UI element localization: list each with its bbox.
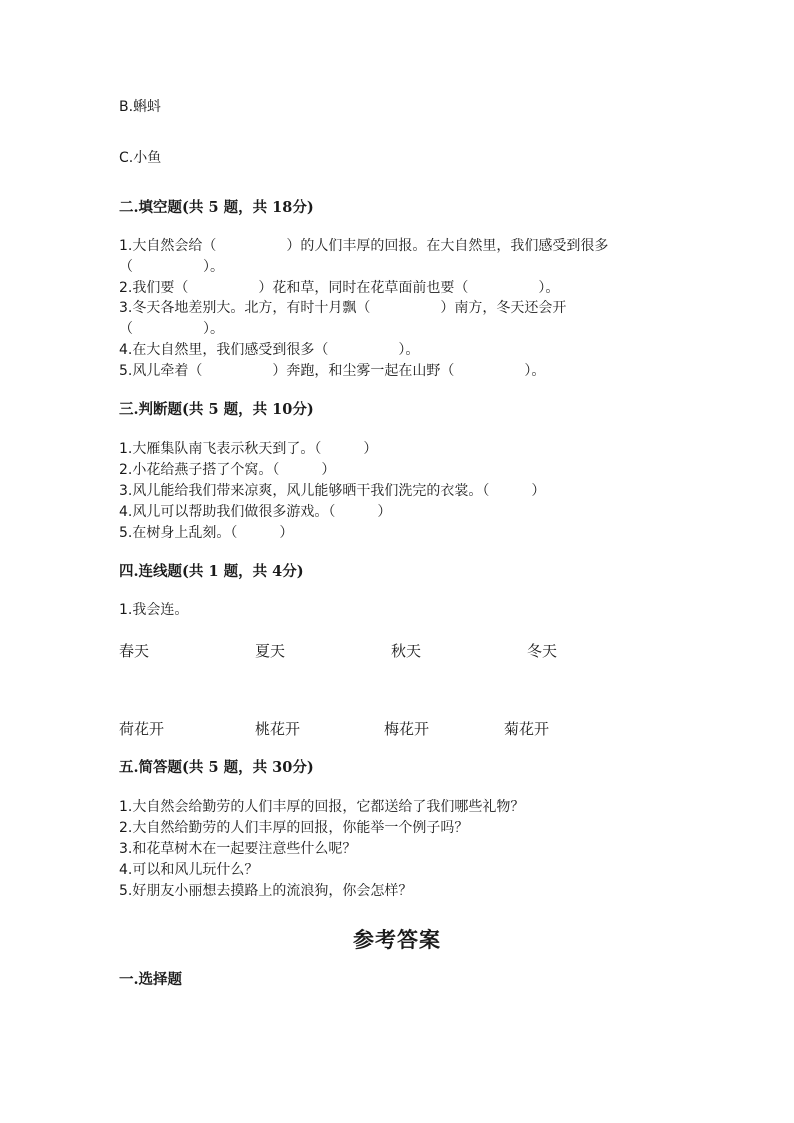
judge-line: 1.大雁集队南飞表示秋天到了。（ ） (119, 441, 378, 457)
short-answer-line: 5.好朋友小丽想去摸路上的流浪狗，你会怎样？ (119, 883, 413, 899)
flower-word: 荷花开 (119, 720, 165, 738)
fill-blank-line: 2.我们要（ ）花和草，同时在花草面前也要（ ）。 (119, 280, 560, 296)
season-word: 夏天 (255, 642, 286, 660)
fill-blank-line: 4.在大自然里，我们感受到很多（ ）。 (119, 342, 420, 358)
flower-word: 菊花开 (504, 720, 550, 738)
fill-blank-line: （ ）。 (119, 259, 224, 275)
season-word: 冬天 (527, 642, 558, 660)
short-answer-line: 2.大自然给勤劳的人们丰厚的回报，你能举一个例子吗？ (119, 820, 469, 836)
fill-blank-line: 5.风儿牵着（ ）奔跑，和尘雾一起在山野（ ）。 (119, 363, 546, 379)
season-word: 秋天 (391, 642, 422, 660)
option-b: B.蝌蚪 (119, 99, 162, 115)
judge-line: 3.风儿能给我们带来凉爽，风儿能够晒干我们洗完的衣裳。（ ） (119, 483, 546, 499)
judge-line: 2.小花给燕子搭了个窝。（ ） (119, 462, 336, 478)
flower-word: 梅花开 (384, 720, 430, 738)
fill-blank-line: 1.大自然会给（ ）的人们丰厚的回报。在大自然里，我们感受到很多 (119, 238, 609, 254)
short-answer-heading: 五.简答题(共 5 题，共 30分) (119, 759, 314, 776)
match-question: 1.我会连。 (119, 602, 189, 618)
answers-section-heading: 一.选择题 (119, 971, 183, 988)
fill-blank-line: 3.冬天各地差别大。北方，有时十月飘（ ）南方，冬天还会开 (119, 300, 567, 316)
fill-blank-line: （ ）。 (119, 321, 224, 337)
fill-blank-heading: 二.填空题(共 5 题，共 18分) (119, 199, 314, 216)
judge-line: 4.风儿可以帮助我们做很多游戏。（ ） (119, 504, 392, 520)
short-answer-line: 4.可以和风儿玩什么？ (119, 862, 259, 878)
judge-line: 5.在树身上乱刻。（ ） (119, 525, 294, 541)
option-c: C.小鱼 (119, 150, 162, 166)
judge-heading: 三.判断题(共 5 题，共 10分) (119, 401, 314, 418)
match-heading: 四.连线题(共 1 题，共 4分) (119, 563, 304, 580)
flower-word: 桃花开 (255, 720, 301, 738)
short-answer-line: 1.大自然会给勤劳的人们丰厚的回报，它都送给了我们哪些礼物？ (119, 799, 525, 815)
short-answer-line: 3.和花草树木在一起要注意些什么呢？ (119, 841, 357, 857)
answers-title: 参考答案 (353, 927, 441, 952)
season-word: 春天 (119, 642, 150, 660)
